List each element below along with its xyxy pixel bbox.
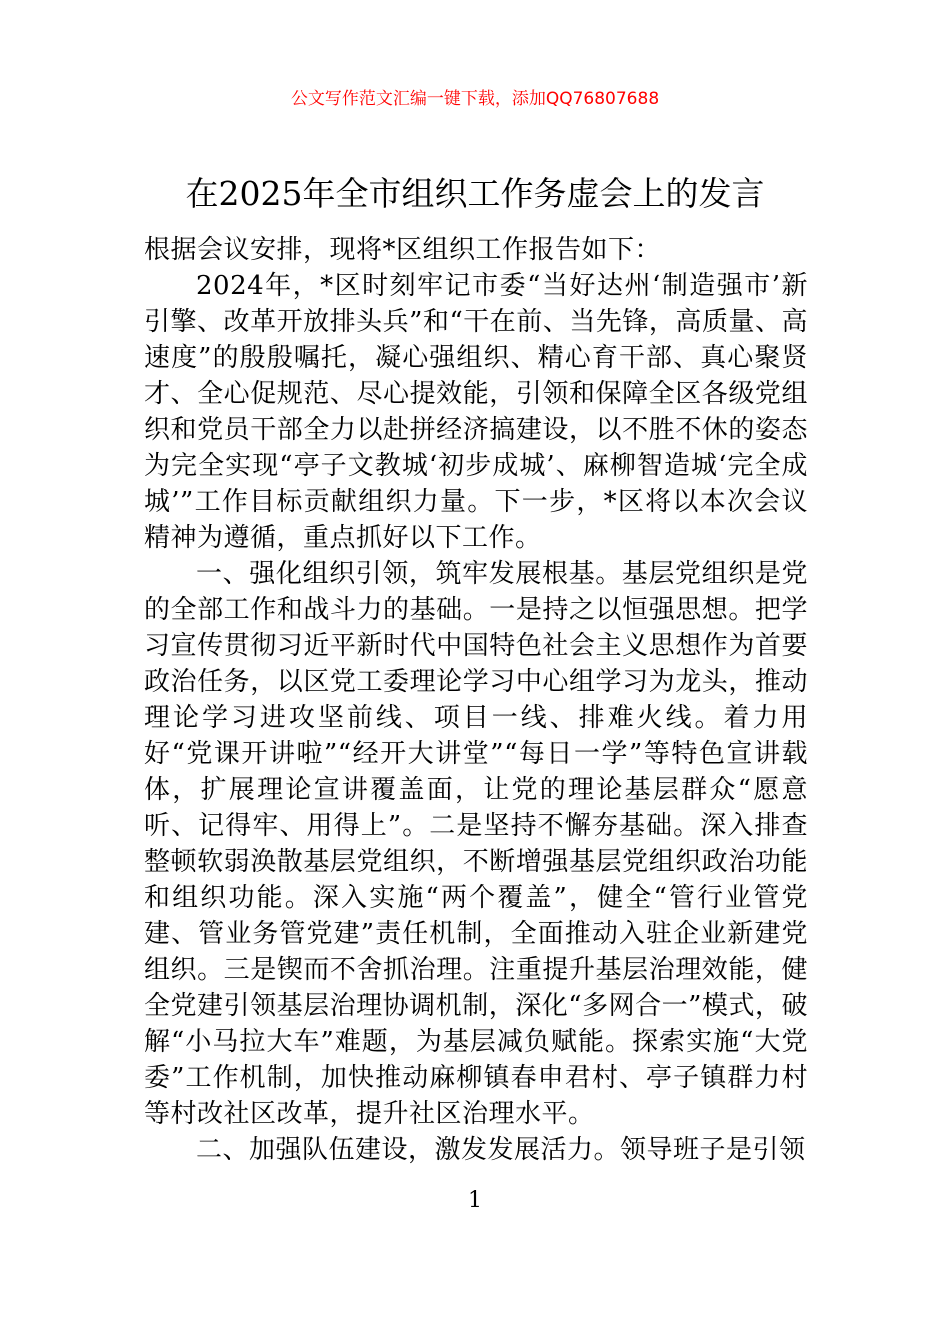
paragraph-summary: 2024年，*区时刻牢记市委“当好达州‘制造强市’新引擎、改革开放排头兵”和“干在前、当先锋，高质量、高速度”的殷殷嘱托，凝心强组织、精心育干部、真心聚贤才、全心促规范、尽心提效能，引领和保障全区各级党组织和党员干部全力以赴拼经济搞建设，以不胜不休的姿态为完全实现“亭子文教城‘初步成城’、麻柳智造城‘完全成城’”工作目标贡献组织力量。下一步，*区将以本次会议精神为遵循，重点抓好以下工作。 [144,271,808,553]
paragraph-section-one: 一、强化组织引领，筑牢发展根基。基层党组织是党的全部工作和战斗力的基础。一是持之以恒强思想。把学习宣传贯彻习近平新时代中国特色社会主义思想作为首要政治任务，以区党工委理论学习中心组学习为龙头，推动理论学习进攻坚前线、项目一线、排难火线。着力用好“党课开讲啦”“经开大讲堂”“每日一学”等特色宣讲载体，扩展理论宣讲覆盖面，让党的理论基层群众“愿意听、记得牢、用得上”。二是坚持不懈夯基础。深入排查整顿软弱涣散基层党组织，不断增强基层党组织政治功能和组织功能。深入实施“两个覆盖”，健全“管行业管党建、管业务管党建”责任机制，全面推动入驻企业新建党组织。三是锲而不舍抓治理。注重提升基层治理效能，健全党建引领基层治理协调机制，深化“多网合一”模式，破解“小马拉大车”难题，为基层减负赋能。探索实施“大党委”工作机制，加快推动麻柳镇春申君村、亭子镇群力村等村改社区改革，提升社区治理水平。 [144,559,808,1129]
paragraph-intro: 根据会议安排，现将*区组织工作报告如下： [144,235,662,265]
document-body [144,232,808,1168]
page-number: 1 [468,1188,482,1213]
download-notice: 公文写作范文汇编一键下载，添加QQ76807688 [290,89,660,109]
paragraph-section-two: 二、加强队伍建设，激发发展活力。领导班子是引领 [196,1135,806,1165]
page-title: 在2025年全市组织工作务虚会上的发言 [185,174,765,213]
